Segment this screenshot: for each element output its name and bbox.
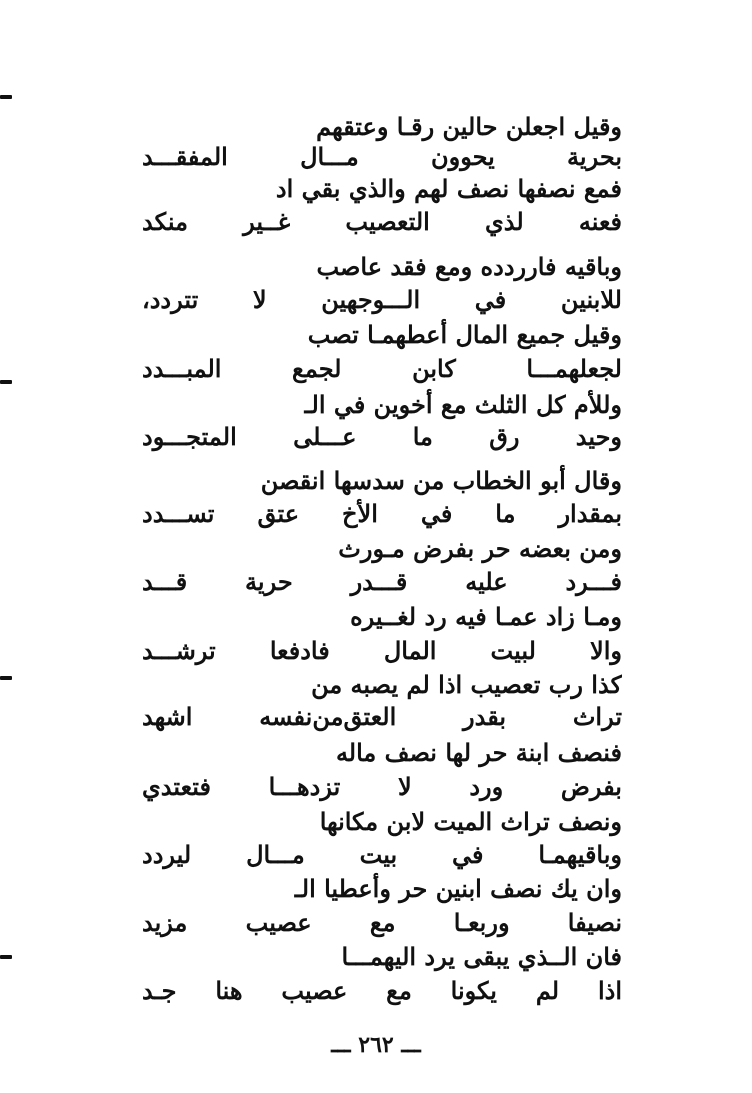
- verse-line: بحرية يحوون مـــال المفقـــد: [142, 142, 622, 171]
- verse-line: فان الــذي يبقى يرد اليهمـــا: [341, 942, 622, 971]
- verse-line: وقيل جميع المال أعطهمـا تصب: [307, 320, 622, 349]
- verse-line: والا لبيت المال فادفعا ترشـــد: [142, 636, 622, 665]
- verse-line: وان يك نصف ابنين حر وأعطيا الـ: [294, 874, 622, 903]
- verse-line: وباقيهمـا في بيت مـــال ليردد: [142, 840, 622, 869]
- verse-line: نصيفا وربعـا مع عصيب مزيد: [142, 908, 622, 937]
- verse-line: اذا لم يكونا مع عصيب هنا جـد: [142, 976, 622, 1005]
- verse-line: وباقيه فارردده ومع فقد عاصب: [316, 252, 622, 281]
- verse-line: كذا رب تعصيب اذا لم يصبه من: [311, 670, 622, 699]
- verse-line: وقيل اجعلن حالين رقـا وعتقهم: [316, 112, 622, 141]
- verse-line: ومـا زاد عمـا فيه رد لغــيره: [350, 602, 622, 631]
- verse-line: وللأم كل الثلث مع أخوين في الـ: [304, 390, 622, 419]
- margin-tick: [0, 380, 12, 384]
- verse-line: بفرض ورد لا تزدهـــا فتعتدي: [142, 772, 622, 801]
- verse-line: بمقدار ما في الأخ عتق تســـدد: [142, 499, 622, 528]
- verse-line: ونصف تراث الميت لابن مكانها: [319, 807, 622, 836]
- margin-tick: [0, 676, 12, 680]
- verse-line: فنصف ابنة حر لها نصف ماله: [335, 738, 622, 767]
- verse-line: وقال أبو الخطاب من سدسها انقصن: [260, 466, 622, 495]
- page-number: ـــ ٢٦٢ ـــ: [331, 1032, 421, 1058]
- verse-line: لجعلهمـــا كابن لجمع المبـــدد: [142, 354, 622, 383]
- verse-line: فمع نصفها نصف لهم والذي بقي اد: [275, 174, 622, 203]
- verse-line: للابنين في الـــوجهين لا تتردد،: [142, 285, 622, 314]
- margin-tick: [0, 955, 12, 959]
- verse-line: فعنه لذي التعصيب غــير منكد: [142, 207, 622, 236]
- verse-line: ومن بعضه حر بفرض مـورث: [338, 534, 622, 563]
- verse-line: فـــرد عليه قـــدر حرية قـــد: [142, 567, 622, 596]
- verse-line: وحيد رق ما عـــلى المتجـــود: [142, 422, 622, 451]
- margin-tick: [0, 95, 12, 99]
- verse-line: تراث بقدر العتق‌من‌نفسه اشهد: [142, 702, 622, 731]
